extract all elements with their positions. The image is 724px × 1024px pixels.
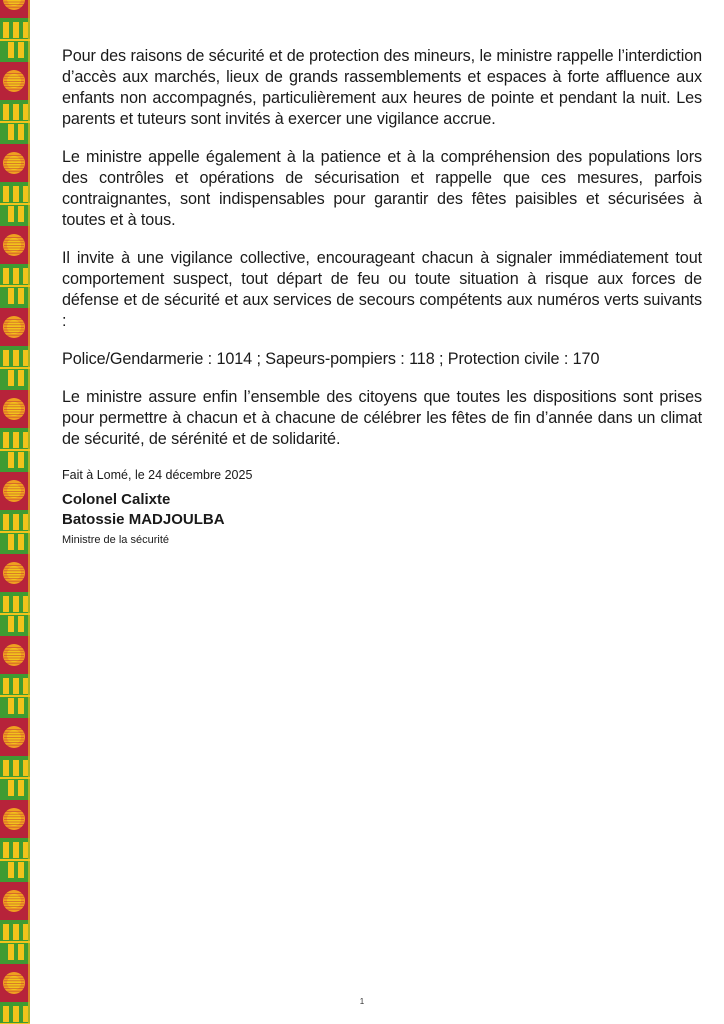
document-body — [62, 46, 702, 548]
paragraph-emergency-numbers: Police/Gendarmerie : 1014 ; Sapeurs-pompiers : 118 ; Protection civile : 170 — [62, 350, 600, 368]
signature-block — [62, 467, 702, 548]
decorative-border — [0, 0, 30, 1024]
page-number: 1 — [359, 997, 365, 1006]
paragraph-minors: Pour des raisons de sécurité et de protection des mineurs, le ministre rappelle l’interdiction d’accès aux marchés, lieux de grands rassemblements et espaces à forte affluence aux enfants non accompagnés, particulièrement aux heures de pointe et pendant la nuit. Les parents et tuteurs sont invités à exercer une vigilance accrue. — [62, 47, 702, 128]
paragraph-closing: Le ministre assure enfin l’ensemble des citoyens que toutes les dispositions sont prises pour permettre à chacun et à chacune de célébrer les fêtes de fin d’année dans un climat de sécurité, de sérénité et de solidarité. — [62, 388, 702, 448]
kente-pattern — [0, 0, 30, 1024]
signatory-title: Ministre de la sécurité — [62, 534, 169, 546]
paragraph-vigilance: Il invite à une vigilance collective, encourageant chacun à signaler immédiatement tout comportement suspect, tout départ de feu ou toute situation à risque aux forces de défense et de sécurité et aux services de secours compétents aux numéros verts suivants : — [62, 249, 702, 330]
signatory-name-line1: Colonel Calixte — [62, 491, 171, 508]
paragraph-patience: Le ministre appelle également à la patience et à la compréhension des populations lors des contrôles et opérations de sécurisation et rappelle que ces mesures, parfois contraignantes, sont indispensables pour garantir des fêtes paisibles et sécurisées à toutes et à tous. — [62, 148, 702, 229]
signatory-name-line2: Batossie MADJOULBA — [62, 511, 225, 528]
place-date: Fait à Lomé, le 24 décembre 2025 — [62, 468, 253, 482]
